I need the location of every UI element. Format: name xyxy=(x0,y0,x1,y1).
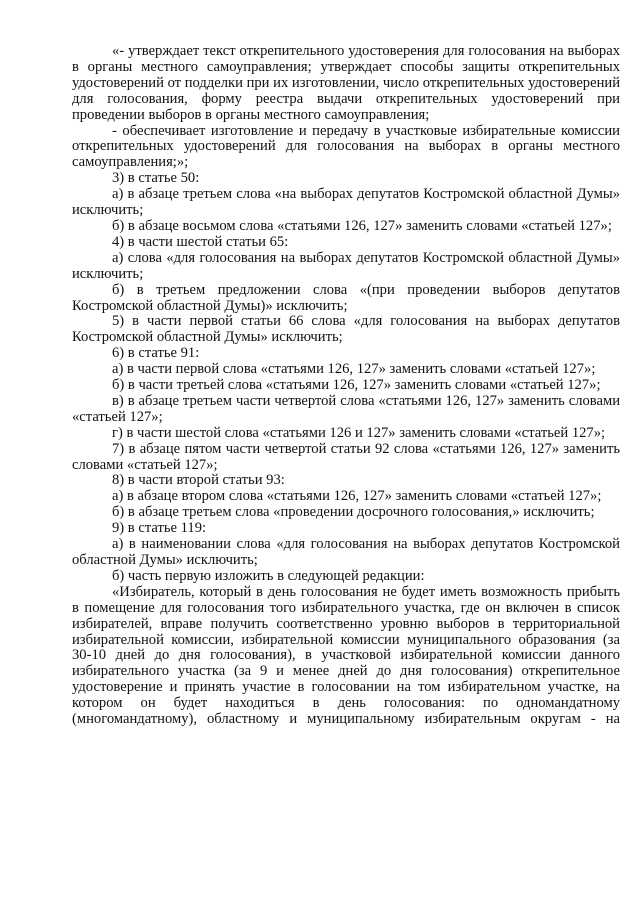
paragraph-12: б) в части третьей слова «статьями 126, 127» заменить словами «статьей 127»; xyxy=(112,377,601,394)
paragraph-20: а) в наименовании слова «для голосования на выборах депутатов Костромской областной Думы» исключить; xyxy=(72,536,620,568)
paragraph-19: 9) в статье 119: xyxy=(112,520,207,537)
paragraph-6: 4) в части шестой статьи 65: xyxy=(112,233,289,250)
paragraph-3: 3) в статье 50: xyxy=(112,170,200,187)
paragraph-18: б) в абзаце третьем слова «проведении досрочного голосования,» исключить; xyxy=(112,504,595,521)
paragraph-16: 8) в части второй статьи 93: xyxy=(112,472,285,489)
paragraph-10: 6) в статье 91: xyxy=(112,345,200,362)
paragraph-21: б) часть первую изложить в следующей редакции: xyxy=(112,567,425,584)
paragraph-17: а) в абзаце втором слова «статьями 126, 127» заменить словами «статьей 127»; xyxy=(112,488,602,505)
paragraph-7: а) слова «для голосования на выборах депутатов Костромской областной Думы» исключить; xyxy=(72,249,620,282)
paragraph-9: 5) в части первой статьи 66 слова «для голосования на выборах депутатов Костромской областной Думы» исключить; xyxy=(72,313,620,346)
paragraph-22: «Избиратель, который в день голосования не будет иметь возможность прибыть в помещение для голосования того избирательного участка, где он включен в список избирателей, вправе получить соответственно уровню выборов в территориальной избирательной комиссии, избирательной комиссии муниципального образования (за 30-10 дней до дня голосования), в участковой избирательной комиссии данного избирательного участка (за 9 и менее дней до дня голосования) открепительное удостоверение и принять участие в голосовании на том избирательном участке, на котором он будет находиться в день голосования: по одномандатному (многомандатному), областному и муниципальному избирательным округам - на xyxy=(72,583,620,728)
document-page xyxy=(72,44,620,728)
paragraph-14: г) в части шестой слова «статьями 126 и 127» заменить словами «статьей 127»; xyxy=(112,424,606,441)
paragraph-8: б) в третьем предложении слова «(при проведении выборов депутатов Костромской областной Думы)» исключить; xyxy=(72,281,620,314)
paragraph-2: - обеспечивает изготовление и передачу в участковые избирательные комиссии открепительных удостоверений для голосования на выборах в органы местного самоуправления;»; xyxy=(72,122,620,171)
paragraph-1: «- утверждает текст открепительного удостоверения для голосования на выборах в органы местного самоуправления; утверждает способы защиты открепительных удостоверений от подделки при их изготовлении, число открепительных удостоверений для голосования, форму реестра выдачи открепительных удостоверений при проведении выборов в органы местного самоуправления; xyxy=(72,43,620,123)
paragraph-11: а) в части первой слова «статьями 126, 127» заменить словами «статьей 127»; xyxy=(112,361,596,378)
paragraph-15: 7) в абзаце пятом части четвертой статьи 92 слова «статьями 126, 127» заменить словами «статьей 127»; xyxy=(72,440,620,473)
paragraph-13: в) в абзаце третьем части четвертой слова «статьями 126, 127» заменить словами «статьей 127»; xyxy=(72,392,620,425)
paragraph-4: а) в абзаце третьем слова «на выборах депутатов Костромской областной Думы» исключить; xyxy=(72,186,620,219)
paragraph-5: б) в абзаце восьмом слова «статьями 126, 127» заменить словами «статьей 127»; xyxy=(112,217,612,234)
